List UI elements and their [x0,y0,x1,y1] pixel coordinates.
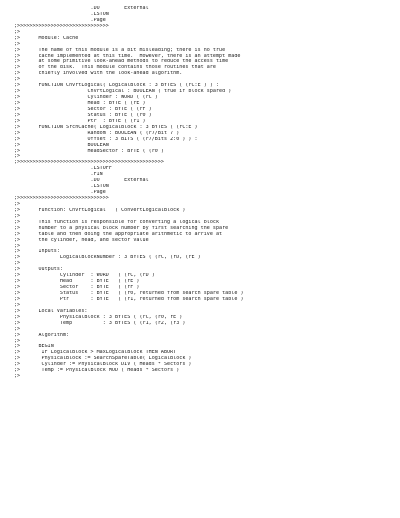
listing-line: ;> table and then doing the appropriate arithmetic to arrive at [14,231,223,237]
listing-line: ;> of the disk. This module contains those routines that are [14,65,216,71]
source-listing [14,6,394,380]
listing-line: ;> BEGIN [14,344,54,350]
listing-line: ;> Sector : BYTE ( (rF ) [14,106,152,112]
listing-line: ;> [14,213,21,219]
listing-line: ;> Module: Cache [14,35,79,41]
listing-line: ;> Inputs: [14,249,60,255]
listing-line: ;> [14,261,21,267]
listing-line: ;> The name of this module is a bit misleading; there is no true [14,47,226,53]
listing-line: ;> [14,243,21,249]
listing-line: ;> Head : BYTE ( (rE ) [14,101,146,106]
listing-line: ;>>>>>>>>>>>>>>>>>>>>>>>>>>>>>>>>>>>>>>>>>>>>>>>> [14,160,164,166]
listing-line: ;> IF LogicalBlock > MaxLogicalBlock THEN ABORT [14,350,177,356]
listing-line: ;> Status : BYTE ( (r0, returned from search spare table ) [14,291,244,296]
listing-line: .Page [14,190,106,196]
listing-line: ;> Ptr : BYTE ( (r1, returned from search spare table ) [14,296,244,302]
listing-line: .FIN [14,172,103,178]
listing-line: ;> HeadSector : BYTE ( (r0 ) [14,148,164,154]
listing-line: ;> [14,374,21,380]
listing-line: ;> [14,41,21,47]
listing-line: ;> Temp := PhysicalBlock MOD ( Heads * Sectors ) [14,368,180,374]
listing-line: .DO External [14,6,149,11]
listing-line: ;> [14,154,21,160]
listing-line: ;> Head : BYTE ( (rE ) [14,279,140,285]
listing-line: ;> at some primitive look-ahead methods to reduce the access time [14,59,229,65]
listing-line: ;> [14,77,21,83]
listing-line: ;> Function: CnvrtLogical ( ConvertLogicalBlock ) [14,207,186,213]
listing-line: ;> Sector : BYTE ( (rF ) [14,285,140,291]
listing-line: ;> Ptr : BYTE ( (r1 ) [14,118,146,124]
listing-line: .LSTON [14,184,109,190]
listing-line: ;> PhysicalBlock : 3 BYTES ( (rC, (r0, rE ) [14,314,183,320]
listing-line: ;> PhysicalBlock := SearchSpareTable( LogicalBlock ) [14,356,192,362]
listing-line: ;> Outputs: [14,267,63,273]
listing-line: ;> This function is responsible for converting a logical block [14,219,220,225]
listing-line: ;> Local Variables: [14,308,88,314]
listing-line: ;>>>>>>>>>>>>>>>>>>>>>>>>>>>>>> [14,196,109,201]
listing-line: ;> the cylinder, head, and sector value [14,237,149,243]
listing-line: .LSTON [14,11,109,17]
listing-line: .LSTOFF [14,166,112,172]
listing-line: ;> [14,326,21,332]
listing-line: ;> Cylinder : WORD ( (rC, (rD ) [14,273,155,279]
listing-line: ;> Algorithm: [14,332,70,338]
listing-line: ;>>>>>>>>>>>>>>>>>>>>>>>>>>>>>> [14,23,109,29]
listing-line: ;> BOOLEAN [14,142,109,148]
listing-line: ;> [14,302,21,308]
listing-line: ;> Temp : 3 BYTES ( (r1, (r2, (r3 ) [14,320,186,326]
listing-line: ;> [14,201,21,207]
listing-line: ;> cache implemented at this time. However, there is an attempt made [14,53,241,59]
listing-line: ;> Random : BOOLEAN ( (r7/Bit 7 ) [14,130,180,136]
listing-line: ;> FUNCTION CnvrtLogical( LogicalBlock : 3 BYTES ( (rC:E ) ) : [14,83,220,89]
listing-line: ;> Cylinder : WORD ( (rC ) [14,95,158,101]
listing-line: ;> Status : BYTE ( (r0 ) [14,112,152,118]
listing-line: ;> chiefly involved with the look-ahead algorithm. [14,71,183,77]
listing-line: ;> [14,29,21,35]
listing-line: ;> Offset : 3 BITS ( (r7/Bits 2:0 ) ) : [14,136,198,142]
listing-line: ;> Cylinder := PhysicalBlock DIV ( Heads * Sectors ) [14,362,192,368]
listing-line: ;> CnvrtLogical : BOOLEAN ( true if block spared ) [14,89,232,95]
listing-line: .Page [14,17,106,23]
listing-line: ;> number to a physical block number by first searching the spare [14,225,229,231]
listing-line: ;> FUNCTION SrchCache( LogicalBlock : 3 BYTES ( (rC:E ) [14,124,198,130]
listing-line: .DO External [14,178,149,184]
listing-line: ;> LogicalBlockNumber : 3 BYTES ( (rC, (rD, (rE ) [14,255,201,261]
listing-line: ;> [14,338,21,344]
